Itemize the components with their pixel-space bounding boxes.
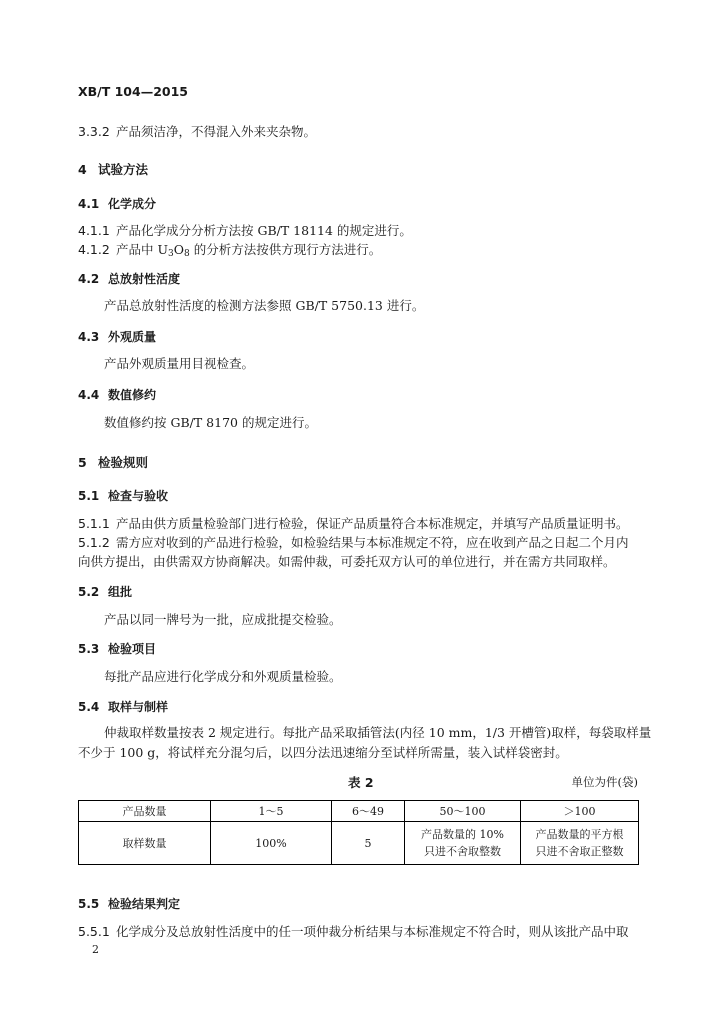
section-title: 数值修约 bbox=[108, 388, 157, 402]
table-header-row bbox=[79, 801, 639, 822]
section-number: 5.2 bbox=[78, 585, 100, 599]
paragraph-4-4: 数值修约按 GB/T 8170 的规定进行。 bbox=[104, 415, 317, 430]
clause-text: O bbox=[173, 242, 184, 257]
paragraph-4-3: 产品外观质量用目视检查。 bbox=[104, 356, 255, 371]
section-title: 检查与验收 bbox=[108, 489, 169, 503]
clause-text: 产品须洁净，不得混入外来夹杂物。 bbox=[116, 124, 317, 139]
paragraph-4-2: 产品总放射性活度的检测方法参照 GB/T 5750.13 进行。 bbox=[104, 298, 425, 313]
table-2 bbox=[78, 800, 639, 865]
table-cell: 取样数量 bbox=[79, 822, 211, 865]
clause-5-1-2 bbox=[78, 533, 629, 551]
paragraph-5-4-line2: 不少于 100 g，将试样充分混匀后，以四分法迅速缩分至试样所需量，装入试样袋密封。 bbox=[78, 745, 568, 760]
table-header-cell: 50～100 bbox=[405, 801, 521, 822]
section-number: 5 bbox=[78, 455, 87, 470]
section-5-1-heading bbox=[78, 487, 168, 504]
page-number: 2 bbox=[92, 943, 99, 956]
section-number: 5.4 bbox=[78, 700, 100, 714]
paragraph-5-3: 每批产品应进行化学成分和外观质量检验。 bbox=[104, 669, 342, 684]
section-title: 外观质量 bbox=[108, 330, 157, 344]
section-number: 5.1 bbox=[78, 489, 100, 503]
section-4-2-heading bbox=[78, 270, 180, 287]
clause-text: 产品由供方质量检验部门进行检验，保证产品质量符合本标准规定，并填写产品质量证明书。 bbox=[116, 516, 629, 531]
subscript: 3 bbox=[168, 249, 174, 259]
clause-number: 4.1.1 bbox=[78, 223, 110, 238]
section-5-heading bbox=[78, 453, 148, 471]
table-header-cell: 产品数量 bbox=[79, 801, 211, 822]
clause-number: 3.3.2 bbox=[78, 124, 110, 139]
clause-number: 5.5.1 bbox=[78, 924, 110, 939]
section-title: 检验规则 bbox=[98, 455, 149, 470]
section-5-5-heading bbox=[78, 895, 180, 912]
cell-line: 产品数量的 10% bbox=[421, 828, 504, 841]
section-5-4-heading bbox=[78, 698, 168, 715]
table-caption: 表 2 bbox=[348, 775, 374, 790]
clause-5-1-1 bbox=[78, 514, 629, 532]
clause-text: 产品中 U bbox=[116, 242, 169, 257]
section-title: 试验方法 bbox=[98, 162, 149, 177]
section-4-4-heading bbox=[78, 386, 156, 403]
section-number: 5.5 bbox=[78, 897, 100, 911]
table-cell bbox=[521, 822, 639, 865]
table-cell bbox=[405, 822, 521, 865]
table-header-cell: ＞100 bbox=[521, 801, 639, 822]
clause-number: 4.1.2 bbox=[78, 242, 110, 257]
section-title: 取样与制样 bbox=[108, 700, 169, 714]
clause-text: 化学成分及总放射性活度中的任一项仲裁分析结果与本标准规定不符合时，则从该批产品中取 bbox=[116, 924, 629, 939]
document-code: XB/T 104—2015 bbox=[78, 84, 188, 99]
section-5-2-heading bbox=[78, 583, 132, 600]
clause-5-5-1 bbox=[78, 922, 629, 940]
clause-4-1-2 bbox=[78, 240, 381, 259]
clause-number: 5.1.1 bbox=[78, 516, 110, 531]
table-row bbox=[79, 822, 639, 865]
clause-number: 5.1.2 bbox=[78, 535, 110, 550]
section-number: 4 bbox=[78, 162, 87, 177]
section-number: 4.4 bbox=[78, 388, 100, 402]
cell-line: 只进不舍取整数 bbox=[424, 845, 501, 858]
clause-3-3-2 bbox=[78, 122, 316, 140]
clause-5-1-2-continuation: 向供方提出，由供需双方协商解决。如需仲裁，可委托双方认可的单位进行，并在需方共同取样。 bbox=[78, 554, 616, 569]
cell-line: 产品数量的平方根 bbox=[535, 828, 624, 841]
section-5-3-heading bbox=[78, 640, 156, 657]
section-number: 5.3 bbox=[78, 642, 100, 656]
table-unit: 单位为件(袋) bbox=[571, 775, 638, 789]
section-title: 总放射性活度 bbox=[108, 272, 181, 286]
section-4-heading bbox=[78, 160, 148, 178]
clause-4-1-1 bbox=[78, 221, 412, 239]
section-number: 4.1 bbox=[78, 197, 100, 211]
clause-text: 需方应对收到的产品进行检验，如检验结果与本标准规定不符，应在收到产品之日起二个月内 bbox=[116, 535, 629, 550]
section-number: 4.3 bbox=[78, 330, 100, 344]
clause-text: 产品化学成分分析方法按 GB/T 18114 的规定进行。 bbox=[116, 223, 412, 238]
paragraph-5-2: 产品以同一牌号为一批，应成批提交检验。 bbox=[104, 612, 342, 627]
section-4-3-heading bbox=[78, 328, 156, 345]
section-4-1-heading bbox=[78, 195, 156, 212]
table-header-cell: 6～49 bbox=[332, 801, 405, 822]
section-title: 检验项目 bbox=[108, 642, 157, 656]
section-title: 化学成分 bbox=[108, 197, 157, 211]
clause-text: 的分析方法按供方现行方法进行。 bbox=[189, 242, 382, 257]
table-cell: 100% bbox=[211, 822, 332, 865]
section-title: 检验结果判定 bbox=[108, 897, 181, 911]
section-number: 4.2 bbox=[78, 272, 100, 286]
cell-line: 只进不舍取正整数 bbox=[535, 845, 624, 858]
subscript: 8 bbox=[184, 249, 190, 259]
section-title: 组批 bbox=[108, 585, 133, 599]
table-header-cell: 1～5 bbox=[211, 801, 332, 822]
paragraph-5-4-line1: 仲裁取样数量按表 2 规定进行。每批产品采取插管法(内径 10 mm，1/3 开槽管)取样，每袋取样量 bbox=[104, 725, 652, 740]
table-cell: 5 bbox=[332, 822, 405, 865]
